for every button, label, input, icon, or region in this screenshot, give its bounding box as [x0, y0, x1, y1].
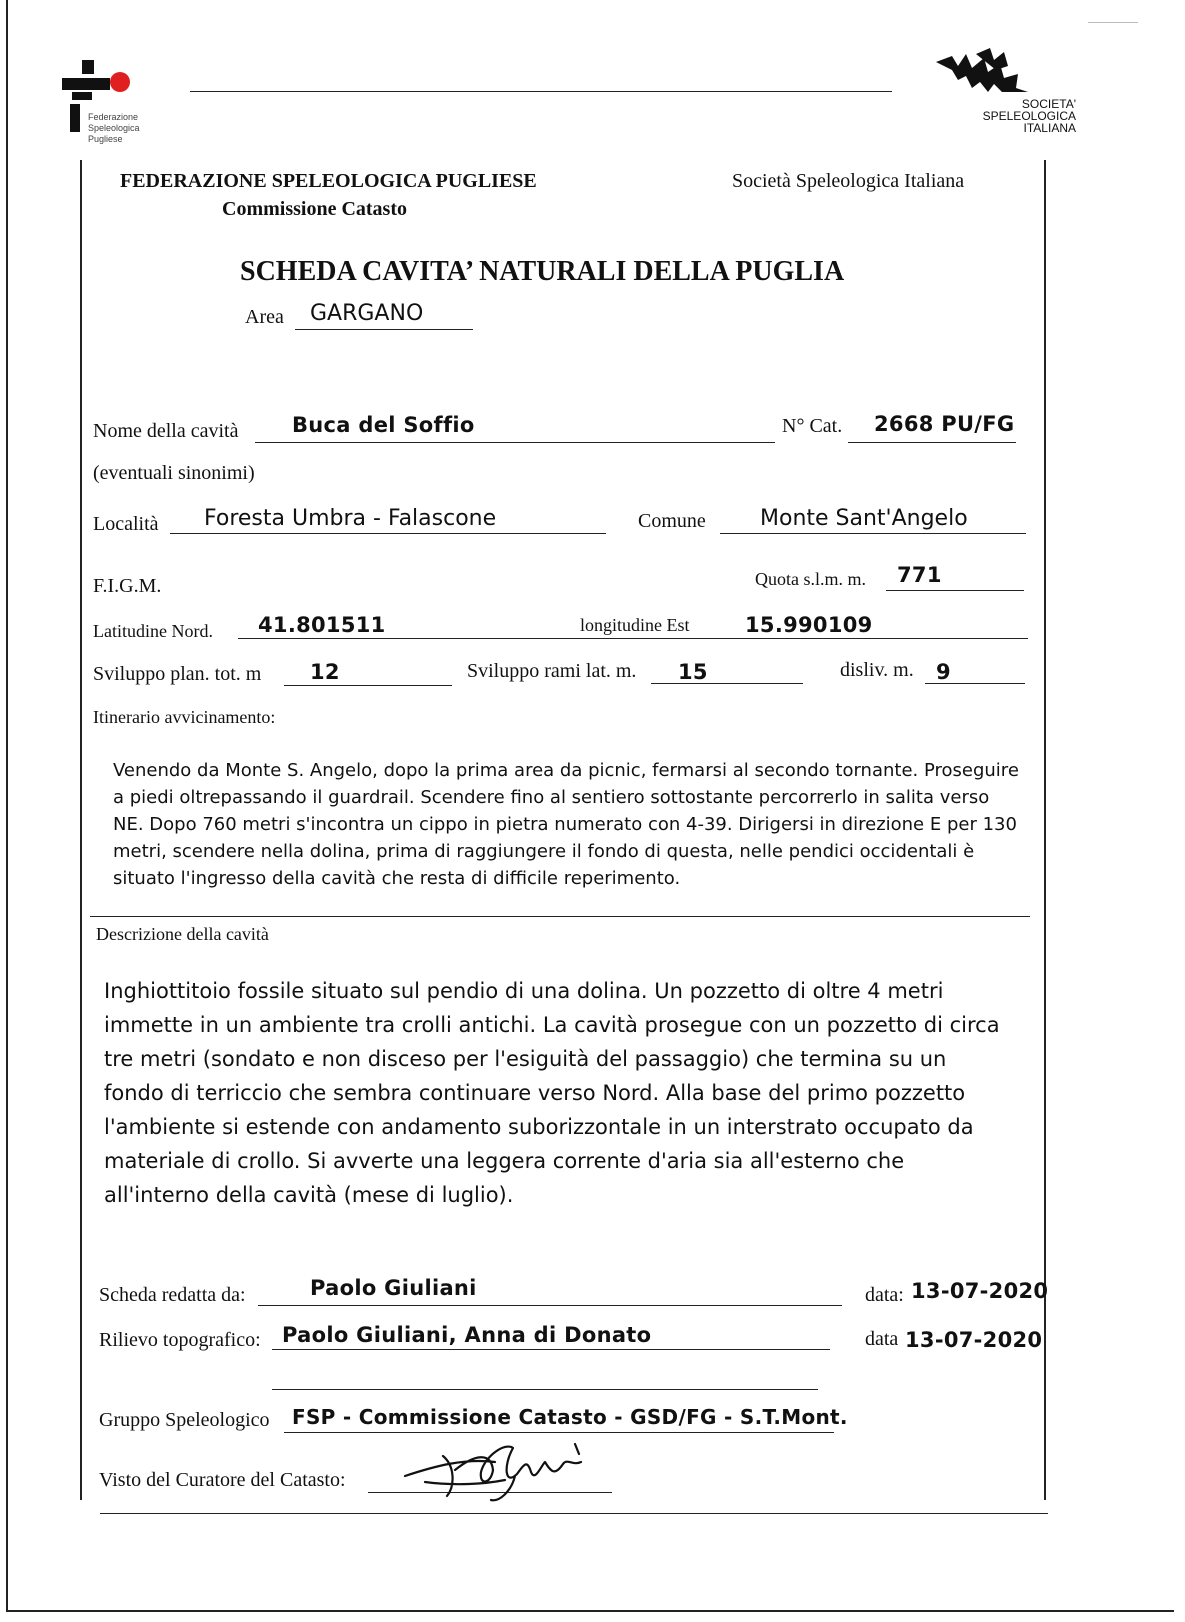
disliv-label: disliv. m. — [840, 659, 914, 681]
gruppo-underline — [284, 1432, 834, 1433]
localita-underline — [170, 533, 606, 534]
ssi-logo — [930, 48, 1080, 143]
corner-mark — [1088, 22, 1138, 23]
nome-label: Nome della cavità — [93, 420, 239, 442]
disliv-value: 9 — [936, 660, 951, 684]
ssi-logo-line: ITALIANA — [1023, 121, 1076, 135]
quota-label: Quota s.l.m. m. — [755, 569, 866, 589]
localita-value: Foresta Umbra - Falascone — [204, 506, 497, 531]
localita-label: Località — [93, 513, 159, 535]
itinerario-line: Venendo da Monte S. Angelo, dopo la prima area da picnic, fermarsi al secondo tornante. Proseguire — [113, 760, 1019, 781]
figm-label: F.I.G.M. — [93, 575, 162, 597]
itinerario-line: a piedi oltrepassando il guardrail. Scendere fino al sentiero sottostante percorrerlo in salita verso — [113, 787, 990, 808]
quota-underline — [886, 590, 1024, 591]
ssi-logo-line: SPELEOLOGICA — [982, 109, 1076, 123]
itinerario-label: Itinerario avvicinamento: — [93, 707, 276, 727]
fsp-logo-line: Pugliese — [88, 134, 123, 144]
nome-underline — [255, 442, 775, 443]
coord-underline — [238, 638, 1028, 639]
sinonimi-label: (eventuali sinonimi) — [93, 462, 255, 484]
descrizione-line: l'ambiente si estende con andamento suborizzontale in un interstrato occupato da — [104, 1115, 974, 1139]
nome-value: Buca del Soffio — [292, 413, 475, 437]
lon-label: longitudine Est — [580, 615, 690, 635]
svil-plan-value: 12 — [310, 660, 340, 684]
rilievo-value: Paolo Giuliani, Anna di Donato — [282, 1323, 652, 1347]
data2-value: 13-07-2020 — [905, 1328, 1043, 1352]
itinerario-line: situato l'ingresso della cavità che resta di difficile reperimento. — [113, 868, 681, 889]
descrizione-label: Descrizione della cavità — [96, 924, 269, 944]
federation-name: FEDERAZIONE SPELEOLOGICA PUGLIESE — [120, 170, 537, 192]
quota-value: 771 — [897, 563, 942, 587]
itinerario-line: metri, scendere nella dolina, prima di raggiungere il fondo di questa, nelle pendici occidentali è — [113, 841, 975, 862]
redatta-value: Paolo Giuliani — [310, 1276, 477, 1300]
svil-rami-value: 15 — [678, 660, 708, 684]
svil-rami-underline — [651, 683, 803, 684]
society-name: Società Speleologica Italiana — [732, 170, 965, 192]
rilievo-label: Rilievo topografico: — [99, 1329, 261, 1351]
bottom-rule — [100, 1513, 1048, 1514]
section-divider — [90, 916, 1030, 917]
lon-value: 15.990109 — [745, 613, 873, 637]
ssi-logo-text — [983, 98, 1076, 134]
header-rule — [190, 91, 892, 92]
fsp-logo-line: Federazione — [88, 112, 139, 122]
descrizione-line: immette in un ambiente tra crolli antichi. La cavità prosegue con un pozzetto di circa — [104, 1013, 1000, 1037]
itinerario-line: NE. Dopo 760 metri s'incontra un cippo in pietra numerato con 4-39. Dirigersi in direzione E per 130 — [113, 814, 1017, 835]
visto-label: Visto del Curatore del Catasto: — [99, 1469, 346, 1491]
comune-label: Comune — [638, 510, 706, 532]
fsp-logo-text — [88, 112, 140, 145]
data1-value: 13-07-2020 — [911, 1279, 1049, 1303]
redatta-underline — [258, 1305, 842, 1306]
extra-underline — [272, 1389, 818, 1390]
ncat-underline — [848, 442, 1016, 443]
itinerario-text — [113, 757, 1019, 892]
signature — [395, 1436, 595, 1508]
fsp-logo — [58, 58, 168, 150]
area-label: Area — [245, 306, 284, 328]
ncat-label: N° Cat. — [782, 415, 843, 437]
lat-label: Latitudine Nord. — [93, 621, 213, 641]
rilievo-underline — [272, 1349, 830, 1350]
ssi-logo-line: SOCIETA' — [1021, 97, 1076, 111]
descrizione-line: tre metri (sondato e non disceso per l'esiguità del passaggio) che termina su un — [104, 1047, 947, 1071]
area-underline — [295, 329, 473, 330]
svil-plan-underline — [284, 685, 452, 686]
gruppo-value: FSP - Commissione Catasto - GSD/FG - S.T.Mont. — [292, 1405, 848, 1429]
descrizione-line: materiale di crollo. Si avverte una leggera corrente d'aria sia all'esterno che — [104, 1149, 905, 1173]
page-title: SCHEDA CAVITA’ NATURALI DELLA PUGLIA — [240, 256, 845, 287]
svil-rami-label: Sviluppo rami lat. m. — [467, 660, 637, 682]
comune-value: Monte Sant'Angelo — [760, 506, 968, 531]
handwritten-signature — [395, 1436, 595, 1508]
descrizione-line: all'interno della cavità (mese di luglio). — [104, 1183, 514, 1207]
descrizione-line: fondo di terriccio che sembra continuare verso Nord. Alla base del primo pozzetto — [104, 1081, 966, 1105]
gruppo-label: Gruppo Speleologico — [99, 1409, 270, 1431]
fsp-logo-line: Speleologica — [88, 123, 140, 133]
left-margin-rule — [80, 160, 82, 1500]
data1-label: data: — [865, 1284, 904, 1306]
commission-name: Commissione Catasto — [222, 198, 407, 220]
area-value: GARGANO — [310, 301, 424, 326]
svil-plan-label: Sviluppo plan. tot. m — [93, 663, 262, 685]
data2-label: data — [865, 1328, 899, 1350]
ncat-value: 2668 PU/FG — [874, 412, 1015, 436]
comune-underline — [720, 533, 1026, 534]
lat-value: 41.801511 — [258, 613, 386, 637]
disliv-underline — [925, 683, 1025, 684]
descrizione-line: Inghiottitoio fossile situato sul pendio di una dolina. Un pozzetto di oltre 4 metri — [104, 979, 944, 1003]
descrizione-text — [104, 974, 1000, 1212]
redatta-label: Scheda redatta da: — [99, 1284, 246, 1306]
